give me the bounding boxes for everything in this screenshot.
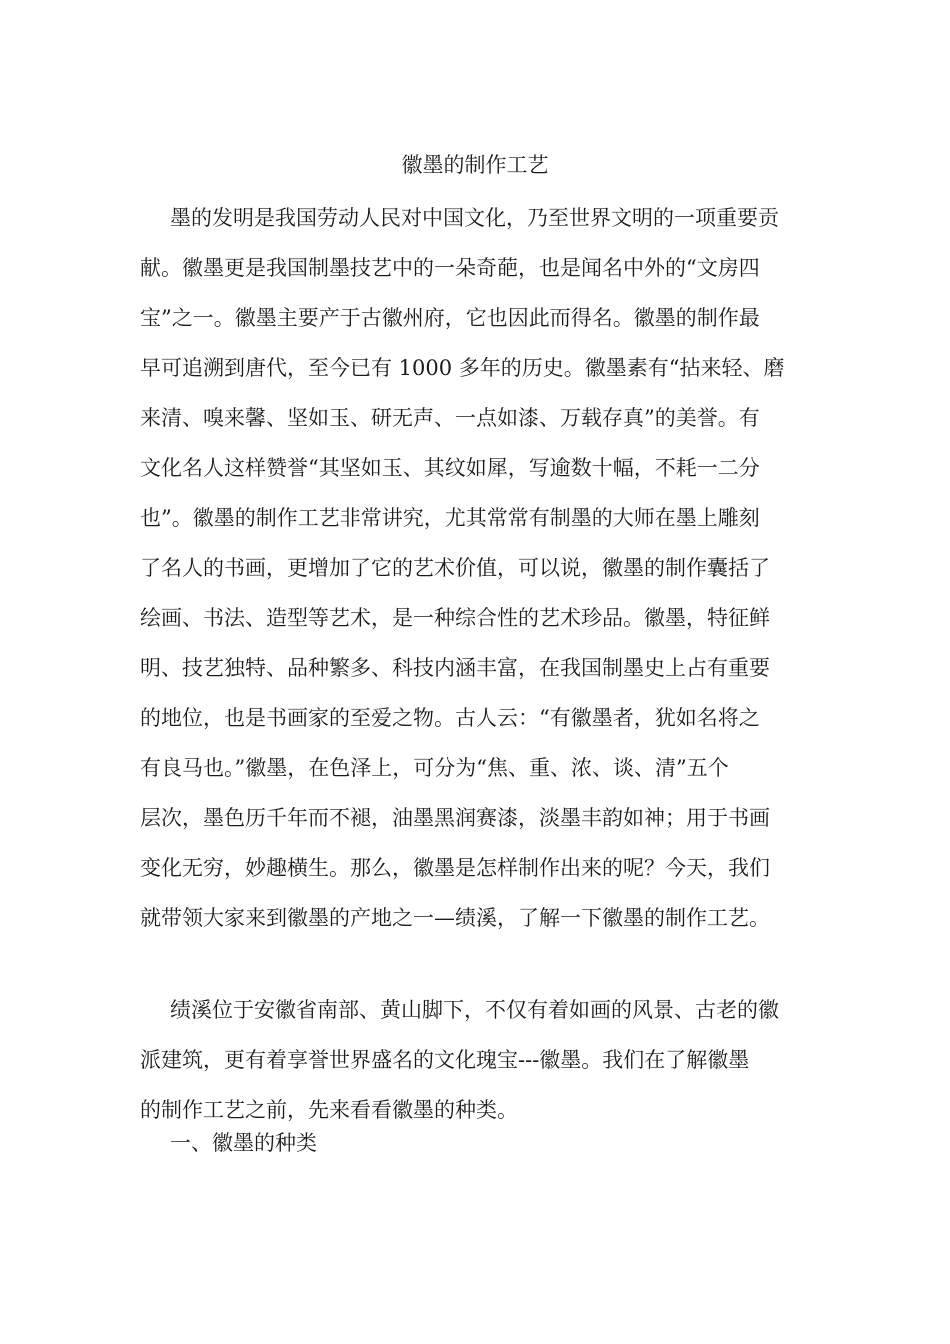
paragraph-line: 献。徽墨更是我国制墨技艺中的一朵奇葩，也是闻名中外的“文房四 [140, 256, 760, 280]
paragraph-line: 变化无穷，妙趣横生。那么，徽墨是怎样制作出来的呢？今天，我们 [140, 856, 770, 880]
paragraph-line: 了名人的书画，更增加了它的艺术价值，可以说，徽墨的制作囊括了 [140, 556, 770, 580]
paragraph-line: 也”。徽墨的制作工艺非常讲究，尤其常常有制墨的大师在墨上雕刻 [140, 506, 760, 530]
paragraph-line: 就带领大家来到徽墨的产地之一—绩溪，了解一下徽墨的制作工艺。 [140, 906, 770, 930]
paragraph-line: 绘画、书法、造型等艺术，是一种综合性的艺术珍品。徽墨，特征鲜 [140, 606, 770, 630]
paragraph-line: 墨的发明是我国劳动人民对中国文化，乃至世界文明的一项重要贡 [170, 206, 779, 230]
paragraph-line: 有良马也。”徽墨，在色泽上，可分为“焦、重、浓、谈、清”五个 [140, 756, 729, 780]
paragraph-line: 层次，墨色历千年而不褪，油墨黑润赛漆，淡墨丰韵如神；用于书画 [140, 806, 770, 830]
paragraph-line: 明、技艺独特、品种繁多、科技内涵丰富，在我国制墨史上占有重要 [140, 656, 770, 680]
paragraph-intro [140, 193, 820, 943]
paragraph-line: 宝”之一。徽墨主要产于古徽州府，它也因此而得名。徽墨的制作最 [140, 306, 760, 330]
paragraph-line: 早可追溯到唐代，至今已有 1000 多年的历史。徽墨素有“拈来轻、磨 [140, 356, 785, 380]
paragraph-jixi [140, 985, 820, 1135]
paragraph-line: 绩溪位于安徽省南部、黄山脚下，不仅有着如画的风景、古老的徽 [170, 998, 779, 1022]
paragraph-line: 派建筑，更有着享誉世界盛名的文化瑰宝---徽墨。我们在了解徽墨 [140, 1048, 750, 1072]
paragraph-line: 文化名人这样赞誉“其坚如玉、其纹如犀，写逾数十幅，不耗一二分 [140, 456, 760, 480]
document-title: 徽墨的制作工艺 [401, 153, 549, 177]
paragraph-line: 的制作工艺之前，先来看看徽墨的种类。 [140, 1098, 518, 1122]
section-heading: 一、徽墨的种类 [170, 1131, 317, 1155]
paragraph-line: 的地位，也是书画家的至爱之物。古人云：“有徽墨者，犹如名将之 [140, 706, 760, 730]
paragraph-line: 来清、嗅来馨、坚如玉、研无声、一点如漆、万载存真”的美誉。有 [140, 406, 760, 430]
